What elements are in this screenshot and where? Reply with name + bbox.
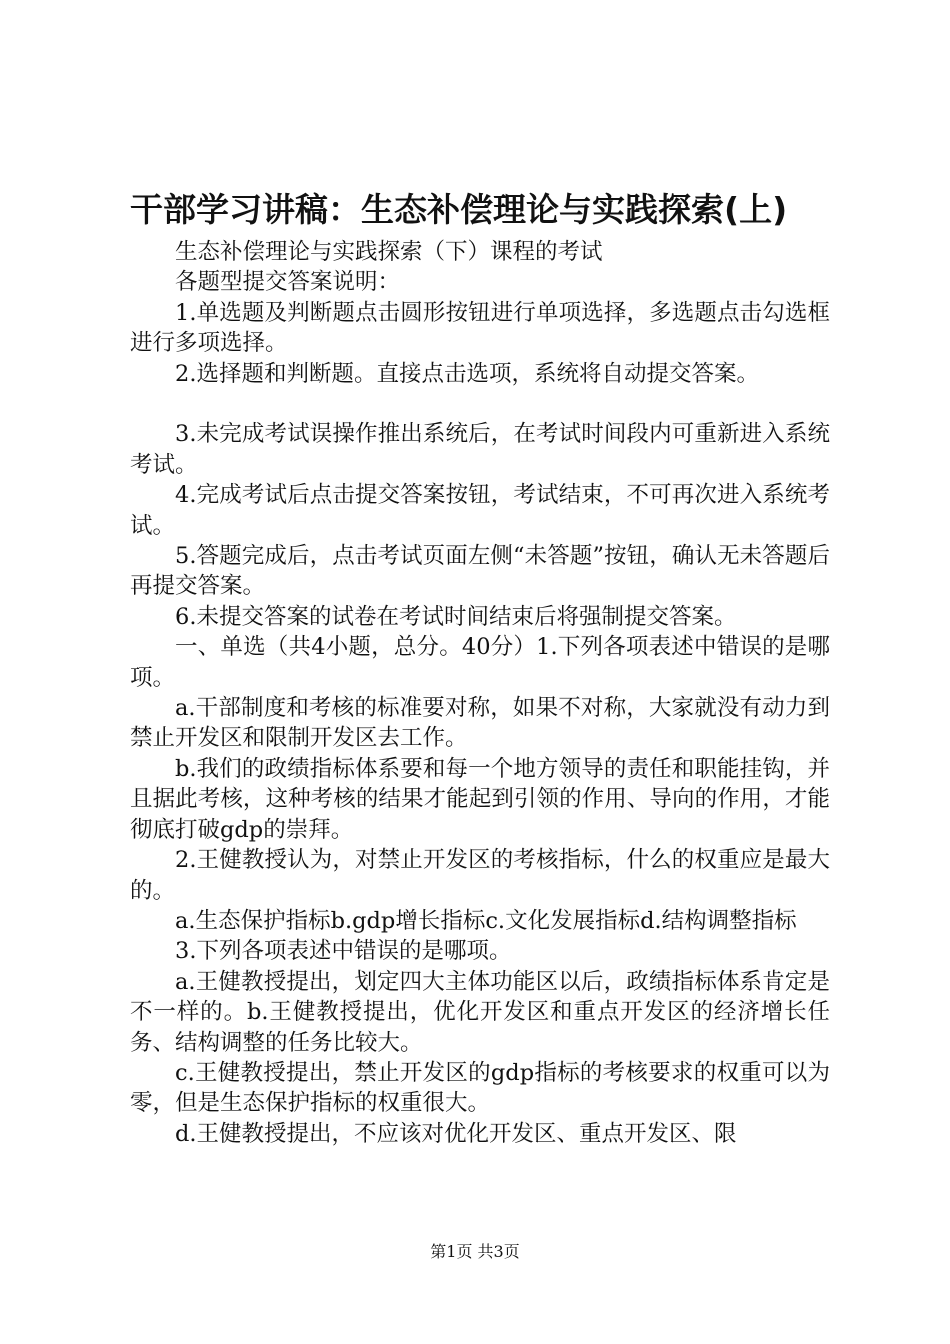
paragraph: d.王健教授提出，不应该对优化开发区、重点开发区、限: [175, 1120, 737, 1147]
paragraph: a.生态保护指标b.gdp增长指标c.文化发展指标d.结构调整指标: [175, 907, 797, 934]
paragraph: 各题型提交答案说明：: [175, 269, 401, 296]
paragraph: 6.未提交答案的试卷在考试时间结束后将强制提交答案。: [175, 603, 737, 630]
paragraph: 1.单选题及判断题点击圆形按钮进行单项选择，多选题点击勾选框进行多项选择。: [130, 299, 830, 357]
paragraph: 4.完成考试后点击提交答案按钮，考试结束，不可再次进入系统考试。: [130, 482, 830, 539]
paragraph: a.干部制度和考核的标准要对称，如果不对称，大家就没有动力到禁止开发区和限制开发区去工作。: [130, 695, 830, 752]
paragraph: c.王健教授提出，禁止开发区的gdp指标的考核要求的权重可以为零，但是生态保护指标的权重很大。: [130, 1059, 830, 1117]
document-title: 干部学习讲稿：生态补偿理论与实践探索(上): [130, 190, 788, 229]
paragraph: 2.选择题和判断题。直接点击选项，系统将自动提交答案。: [175, 360, 759, 387]
paragraph: 2.王健教授认为，对禁止开发区的考核指标，什么的权重应是最大的。: [130, 847, 830, 904]
paragraph: 5.答题完成后，点击考试页面左侧“未答题”按钮，确认无未答题后再提交答案。: [130, 543, 830, 600]
paragraph: 一、单选（共4小题，总分。40分）1.下列各项表述中错误的是哪项。: [130, 634, 830, 691]
paragraph: 3.下列各项表述中错误的是哪项。: [175, 938, 512, 965]
document-body: [130, 237, 830, 1149]
page-number-footer: 第1页 共3页: [430, 1242, 520, 1261]
paragraph: 生态补偿理论与实践探索（下）课程的考试: [175, 239, 603, 265]
paragraph: 3.未完成考试误操作推出系统后，在考试时间段内可重新进入系统考试。: [130, 421, 830, 478]
paragraph: a.王健教授提出，划定四大主体功能区以后，政绩指标体系肯定是不一样的。b.王健教授提出，优化开发区和重点开发区的经济增长任务、结构调整的任务比较大。: [130, 968, 830, 1056]
paragraph: b.我们的政绩指标体系要和每一个地方领导的责任和职能挂钩，并且据此考核，这种考核的结果才能起到引领的作用、导向的作用，才能彻底打破gdp的崇拜。: [130, 755, 830, 843]
